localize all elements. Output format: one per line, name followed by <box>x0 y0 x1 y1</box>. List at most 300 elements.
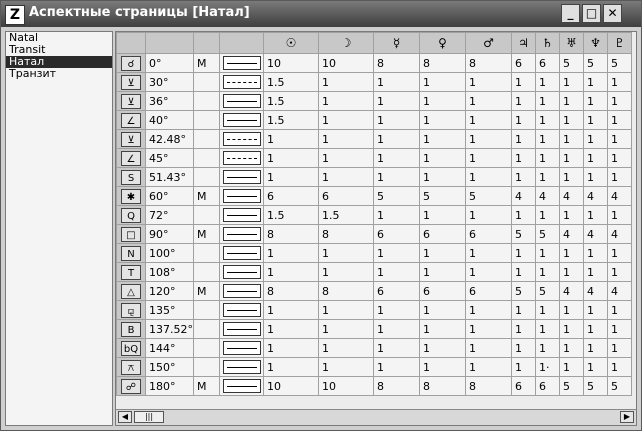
scroll-left-arrow-icon[interactable]: ◀ <box>118 411 132 423</box>
orb-cell[interactable]: 1 <box>466 301 512 320</box>
orb-cell[interactable]: 1 <box>319 149 374 168</box>
app-z-icon[interactable]: Z <box>5 5 25 25</box>
orb-cell[interactable]: 1 <box>374 358 420 377</box>
orb-cell[interactable]: 5 <box>608 377 632 396</box>
orb-cell[interactable]: 1 <box>264 244 319 263</box>
orb-cell[interactable]: 5 <box>512 282 536 301</box>
orb-cell[interactable]: 6 <box>512 377 536 396</box>
orb-cell[interactable]: 1 <box>466 244 512 263</box>
orb-cell[interactable]: 4 <box>560 187 584 206</box>
orb-cell[interactable]: 1 <box>319 73 374 92</box>
orb-cell[interactable]: 1 <box>560 168 584 187</box>
aspect-angle-cell[interactable]: 0° <box>146 54 194 73</box>
orb-cell[interactable]: 6 <box>420 225 466 244</box>
orb-cell[interactable]: 1 <box>536 206 560 225</box>
orb-cell[interactable]: 4 <box>512 187 536 206</box>
orb-cell[interactable]: 1.5 <box>319 206 374 225</box>
aspect-symbol-cell[interactable] <box>117 225 146 244</box>
aspect-major-cell[interactable] <box>194 130 220 149</box>
aspect-angle-cell[interactable]: 180° <box>146 377 194 396</box>
orb-cell[interactable]: 1 <box>536 244 560 263</box>
orb-cell[interactable]: 1 <box>374 339 420 358</box>
aspect-symbol-cell[interactable] <box>117 92 146 111</box>
orb-cell[interactable]: 1 <box>319 130 374 149</box>
orb-cell[interactable]: 4 <box>608 225 632 244</box>
aspect-line-style-cell[interactable] <box>220 149 264 168</box>
orb-cell[interactable]: 8 <box>374 377 420 396</box>
planet-header-icon[interactable]: ☿ <box>374 33 420 54</box>
aspect-line-style-cell[interactable] <box>220 130 264 149</box>
orb-cell[interactable]: 1 <box>319 263 374 282</box>
orb-cell[interactable]: 1 <box>319 301 374 320</box>
orb-cell[interactable]: 1 <box>560 92 584 111</box>
planet-header-icon[interactable]: ☽ <box>319 33 374 54</box>
orb-cell[interactable]: 1 <box>374 244 420 263</box>
orb-cell[interactable]: 6 <box>374 282 420 301</box>
aspect-line-style-cell[interactable] <box>220 111 264 130</box>
orb-cell[interactable]: 1 <box>466 320 512 339</box>
maximize-button[interactable]: □ <box>582 4 601 23</box>
aspect-symbol-cell[interactable] <box>117 244 146 263</box>
orb-cell[interactable]: 1.5 <box>264 73 319 92</box>
orb-cell[interactable]: 5 <box>584 377 608 396</box>
aspect-row[interactable] <box>117 111 632 130</box>
orb-cell[interactable]: 5 <box>560 377 584 396</box>
planet-header-icon[interactable]: ☉ <box>264 33 319 54</box>
aspect-angle-cell[interactable]: 42.48° <box>146 130 194 149</box>
orb-cell[interactable]: 8 <box>264 282 319 301</box>
aspect-line-style-cell[interactable] <box>220 320 264 339</box>
orb-cell[interactable]: 1 <box>608 301 632 320</box>
orb-cell[interactable]: 1 <box>420 130 466 149</box>
orb-cell[interactable]: 1 <box>264 130 319 149</box>
orb-cell[interactable]: 5 <box>420 187 466 206</box>
orb-cell[interactable]: 1 <box>608 320 632 339</box>
aspect-angle-cell[interactable]: 120° <box>146 282 194 301</box>
orb-cell[interactable]: 1 <box>319 244 374 263</box>
orb-cell[interactable]: 1 <box>536 320 560 339</box>
minimize-button[interactable]: _ <box>561 4 580 23</box>
orb-cell[interactable]: 1 <box>374 320 420 339</box>
orb-cell[interactable]: 5 <box>466 187 512 206</box>
aspect-line-style-cell[interactable] <box>220 263 264 282</box>
aspect-row[interactable] <box>117 263 632 282</box>
aspect-major-cell[interactable] <box>194 320 220 339</box>
orb-cell[interactable]: 1 <box>466 73 512 92</box>
orb-cell[interactable]: 1 <box>536 339 560 358</box>
orb-cell[interactable]: 1 <box>560 130 584 149</box>
orb-cell[interactable]: 1 <box>560 339 584 358</box>
orb-cell[interactable]: 1 <box>466 130 512 149</box>
aspect-row[interactable] <box>117 206 632 225</box>
pages-list[interactable] <box>5 31 113 426</box>
orb-cell[interactable]: 1 <box>608 73 632 92</box>
orb-cell[interactable]: 1 <box>608 339 632 358</box>
orb-cell[interactable]: 4 <box>536 187 560 206</box>
aspect-major-cell[interactable]: M <box>194 54 220 73</box>
orb-cell[interactable]: 1 <box>374 111 420 130</box>
aspect-angle-cell[interactable]: 45° <box>146 149 194 168</box>
aspect-row[interactable] <box>117 187 632 206</box>
aspect-symbol-cell[interactable] <box>117 301 146 320</box>
orb-cell[interactable]: 5 <box>608 54 632 73</box>
orb-cell[interactable]: 1 <box>584 320 608 339</box>
orb-cell[interactable]: 1 <box>512 339 536 358</box>
corner-header <box>117 33 146 54</box>
horizontal-scrollbar[interactable] <box>116 409 636 425</box>
orb-cell[interactable]: 1 <box>584 92 608 111</box>
orb-cell[interactable]: 1 <box>264 320 319 339</box>
aspect-symbol-cell[interactable] <box>117 282 146 301</box>
orb-cell[interactable]: 1 <box>560 358 584 377</box>
aspect-major-cell[interactable] <box>194 149 220 168</box>
orb-cell[interactable]: 1 <box>560 320 584 339</box>
planet-header-icon[interactable]: ♂ <box>466 33 512 54</box>
line-style-swatch <box>223 94 261 108</box>
orb-cell[interactable]: 1 <box>512 168 536 187</box>
orb-cell[interactable]: 1 <box>420 301 466 320</box>
page-list-item[interactable]: Transit <box>9 43 46 56</box>
aspect-line-style-cell[interactable] <box>220 282 264 301</box>
orb-cell[interactable]: 1 <box>466 168 512 187</box>
orb-cell[interactable]: 1 <box>264 339 319 358</box>
orb-cell[interactable]: 1 <box>560 111 584 130</box>
orb-cell[interactable]: 5 <box>536 282 560 301</box>
orb-cell[interactable]: 1 <box>512 130 536 149</box>
aspect-line-style-cell[interactable] <box>220 225 264 244</box>
orb-cell[interactable]: 8 <box>420 377 466 396</box>
aspect-angle-cell[interactable]: 144° <box>146 339 194 358</box>
orb-cell[interactable]: 1 <box>608 263 632 282</box>
orb-cell[interactable]: 1 <box>374 73 420 92</box>
orb-cell[interactable]: 8 <box>466 377 512 396</box>
orb-cell[interactable]: 10 <box>264 377 319 396</box>
aspect-major-cell[interactable] <box>194 168 220 187</box>
aspect-major-cell[interactable]: M <box>194 225 220 244</box>
title-bar[interactable] <box>1 1 641 27</box>
orb-cell[interactable]: 1 <box>536 263 560 282</box>
aspect-angle-cell[interactable]: 51.43° <box>146 168 194 187</box>
aspect-angle-cell[interactable]: 90° <box>146 225 194 244</box>
aspect-line-style-cell[interactable] <box>220 206 264 225</box>
orb-cell[interactable]: 1 <box>264 358 319 377</box>
aspect-line-style-cell[interactable] <box>220 244 264 263</box>
aspect-major-cell[interactable] <box>194 206 220 225</box>
aspect-symbol-cell[interactable] <box>117 111 146 130</box>
aspect-angle-cell[interactable]: 108° <box>146 263 194 282</box>
aspect-row[interactable] <box>117 149 632 168</box>
orb-cell[interactable]: 5 <box>560 54 584 73</box>
orb-cell[interactable]: 1 <box>584 244 608 263</box>
aspect-symbol-cell[interactable] <box>117 263 146 282</box>
orb-cell[interactable]: 1 <box>512 358 536 377</box>
orb-cell[interactable]: 1 <box>319 339 374 358</box>
orb-cell[interactable]: 1 <box>512 244 536 263</box>
orb-cell[interactable]: 1 <box>466 339 512 358</box>
aspect-major-cell[interactable] <box>194 111 220 130</box>
aspect-row[interactable] <box>117 168 632 187</box>
orb-cell[interactable]: 1 <box>560 263 584 282</box>
orb-cell[interactable]: 8 <box>374 54 420 73</box>
orb-cell[interactable]: 1 <box>512 206 536 225</box>
orb-cell[interactable]: 4 <box>608 282 632 301</box>
planet-header-icon[interactable]: ♃ <box>512 33 536 54</box>
orb-cell[interactable]: 6 <box>512 54 536 73</box>
aspect-row[interactable] <box>117 339 632 358</box>
aspect-major-cell[interactable] <box>194 92 220 111</box>
page-list-item[interactable]: Транзит <box>9 67 57 80</box>
orb-cell[interactable]: 1 <box>584 73 608 92</box>
aspect-line-style-cell[interactable] <box>220 168 264 187</box>
orb-cell[interactable]: 1 <box>560 206 584 225</box>
orb-cell[interactable]: 1 <box>420 92 466 111</box>
orb-cell[interactable]: 1 <box>466 358 512 377</box>
orb-cell[interactable]: 1 <box>536 149 560 168</box>
orb-cell[interactable]: 1 <box>374 206 420 225</box>
line-col-header[interactable] <box>220 33 264 54</box>
orb-cell[interactable]: 6 <box>420 282 466 301</box>
orb-cell[interactable]: 1 <box>584 206 608 225</box>
aspect-row[interactable] <box>117 73 632 92</box>
orb-cell[interactable]: 6 <box>264 187 319 206</box>
orb-cell[interactable]: 1 <box>608 149 632 168</box>
orb-cell[interactable]: 4 <box>584 225 608 244</box>
orb-cell[interactable]: 6 <box>319 187 374 206</box>
orb-cell[interactable]: 6 <box>466 282 512 301</box>
scroll-right-arrow-icon[interactable]: ▶ <box>620 411 634 423</box>
orb-cell[interactable]: 4 <box>584 282 608 301</box>
orb-cell[interactable]: 1 <box>512 111 536 130</box>
orb-cell[interactable]: 1 <box>560 149 584 168</box>
orb-cell[interactable]: 1 <box>420 339 466 358</box>
orb-cell[interactable]: 1 <box>466 111 512 130</box>
orb-cell[interactable]: 1· <box>536 358 560 377</box>
aspect-symbol-cell[interactable] <box>117 358 146 377</box>
angle-col-header[interactable] <box>146 33 194 54</box>
orb-cell[interactable]: 4 <box>584 187 608 206</box>
orb-cell[interactable]: 1 <box>374 130 420 149</box>
orb-cell[interactable]: 1 <box>560 244 584 263</box>
orb-cell[interactable]: 4 <box>560 225 584 244</box>
aspect-line-style-cell[interactable] <box>220 377 264 396</box>
orb-cell[interactable]: 1 <box>374 301 420 320</box>
scroll-thumb[interactable]: ||| <box>134 411 164 423</box>
aspect-major-cell[interactable] <box>194 301 220 320</box>
orb-cell[interactable]: 6 <box>374 225 420 244</box>
orb-cell[interactable]: 1 <box>584 130 608 149</box>
orb-cell[interactable]: 1 <box>420 149 466 168</box>
aspect-line-style-cell[interactable] <box>220 92 264 111</box>
aspect-angle-cell[interactable]: 40° <box>146 111 194 130</box>
orb-cell[interactable]: 1 <box>512 149 536 168</box>
orb-cell[interactable]: 1 <box>536 168 560 187</box>
planet-header-icon[interactable]: ♀ <box>420 33 466 54</box>
orb-cell[interactable]: 1 <box>608 130 632 149</box>
orb-cell[interactable]: 8 <box>420 54 466 73</box>
orb-cell[interactable]: 1 <box>584 358 608 377</box>
planet-header-icon[interactable]: ♄ <box>536 33 560 54</box>
orb-cell[interactable]: 1 <box>608 92 632 111</box>
orb-cell[interactable]: 1 <box>584 149 608 168</box>
orb-cell[interactable]: 1 <box>536 92 560 111</box>
aspect-angle-cell[interactable]: 137.52° <box>146 320 194 339</box>
orb-cell[interactable]: 1 <box>420 168 466 187</box>
orb-cell[interactable]: 1 <box>264 263 319 282</box>
orb-cell[interactable]: 1 <box>420 320 466 339</box>
aspect-symbol-cell[interactable] <box>117 149 146 168</box>
aspect-angle-cell[interactable]: 36° <box>146 92 194 111</box>
orb-cell[interactable]: 1 <box>420 111 466 130</box>
planet-header-icon[interactable]: ♅ <box>560 33 584 54</box>
aspect-angle-cell[interactable]: 72° <box>146 206 194 225</box>
major-col-header[interactable] <box>194 33 220 54</box>
orb-cell[interactable]: 1 <box>420 206 466 225</box>
orb-cell[interactable]: 1 <box>264 149 319 168</box>
aspect-symbol-cell[interactable] <box>117 320 146 339</box>
orb-cell[interactable]: 1 <box>608 168 632 187</box>
aspect-major-cell[interactable]: M <box>194 187 220 206</box>
orb-cell[interactable]: 1 <box>319 168 374 187</box>
orb-cell[interactable]: 1 <box>512 301 536 320</box>
orb-cell[interactable]: 1 <box>374 168 420 187</box>
planet-header-icon[interactable]: ♇ <box>608 33 632 54</box>
aspect-symbol-cell[interactable] <box>117 54 146 73</box>
orb-cell[interactable]: 1 <box>584 301 608 320</box>
orb-cell[interactable]: 1 <box>420 263 466 282</box>
aspect-symbol-cell[interactable] <box>117 339 146 358</box>
orb-cell[interactable]: 1 <box>536 130 560 149</box>
orb-cell[interactable]: 1 <box>608 111 632 130</box>
orb-cell[interactable]: 1 <box>319 320 374 339</box>
orb-cell[interactable]: 1 <box>512 320 536 339</box>
aspect-row[interactable] <box>117 92 632 111</box>
aspect-line-style-cell[interactable] <box>220 187 264 206</box>
orb-cell[interactable]: 1 <box>264 301 319 320</box>
aspect-row[interactable] <box>117 225 632 244</box>
orb-cell[interactable]: 1 <box>584 168 608 187</box>
orb-cell[interactable]: 1 <box>420 73 466 92</box>
orb-cell[interactable]: 1 <box>374 92 420 111</box>
orb-cell[interactable]: 6 <box>536 377 560 396</box>
orb-cell[interactable]: 8 <box>319 282 374 301</box>
close-button[interactable]: ✕ <box>603 4 622 23</box>
aspect-major-cell[interactable]: M <box>194 377 220 396</box>
page-list-item[interactable]: Natal <box>9 31 39 44</box>
orb-cell[interactable]: 1 <box>466 206 512 225</box>
orb-cell[interactable]: 5 <box>512 225 536 244</box>
orb-cell[interactable]: 1 <box>512 263 536 282</box>
aspect-angle-cell[interactable]: 135° <box>146 301 194 320</box>
aspect-angle-cell[interactable]: 60° <box>146 187 194 206</box>
aspect-symbol-cell[interactable] <box>117 206 146 225</box>
aspect-major-cell[interactable]: M <box>194 282 220 301</box>
aspect-line-style-cell[interactable] <box>220 54 264 73</box>
orb-cell[interactable]: 1 <box>319 92 374 111</box>
orb-cell[interactable]: 1.5 <box>264 92 319 111</box>
orb-cell[interactable]: 10 <box>319 54 374 73</box>
orb-cell[interactable]: 10 <box>264 54 319 73</box>
orb-cell[interactable]: 1 <box>560 73 584 92</box>
orb-cell[interactable]: 8 <box>319 225 374 244</box>
page-list-item[interactable]: Натал <box>6 56 112 68</box>
aspect-row[interactable] <box>117 130 632 149</box>
orb-cell[interactable]: 1 <box>536 111 560 130</box>
aspect-line-style-cell[interactable] <box>220 301 264 320</box>
orb-cell[interactable]: 1 <box>584 339 608 358</box>
orb-cell[interactable]: 1 <box>608 206 632 225</box>
aspect-row[interactable] <box>117 301 632 320</box>
orb-cell[interactable]: 4 <box>560 282 584 301</box>
aspect-symbol-cell[interactable] <box>117 168 146 187</box>
orb-cell[interactable]: 1 <box>536 301 560 320</box>
orb-cell[interactable]: 1 <box>512 92 536 111</box>
orb-cell[interactable]: 1 <box>374 149 420 168</box>
orb-cell[interactable]: 1.5 <box>264 206 319 225</box>
orb-cell[interactable]: 6 <box>536 54 560 73</box>
aspect-major-cell[interactable] <box>194 73 220 92</box>
orb-cell[interactable]: 1 <box>584 263 608 282</box>
orb-cell[interactable]: 8 <box>264 225 319 244</box>
aspect-angle-cell[interactable]: 30° <box>146 73 194 92</box>
orb-cell[interactable]: 10 <box>319 377 374 396</box>
aspect-symbol-cell[interactable] <box>117 187 146 206</box>
orb-cell[interactable]: 1 <box>536 73 560 92</box>
aspect-symbol-cell[interactable] <box>117 377 146 396</box>
aspect-line-style-cell[interactable] <box>220 358 264 377</box>
aspect-major-cell[interactable] <box>194 358 220 377</box>
orb-cell[interactable]: 4 <box>608 187 632 206</box>
aspect-major-cell[interactable] <box>194 339 220 358</box>
aspect-line-style-cell[interactable] <box>220 73 264 92</box>
aspect-row[interactable] <box>117 282 632 301</box>
orb-cell[interactable]: 5 <box>374 187 420 206</box>
orb-cell[interactable]: 1 <box>466 92 512 111</box>
aspect-major-cell[interactable] <box>194 244 220 263</box>
aspect-row[interactable] <box>117 358 632 377</box>
aspect-line-style-cell[interactable] <box>220 339 264 358</box>
orb-cell[interactable]: 8 <box>466 54 512 73</box>
orb-cell[interactable]: 1 <box>466 263 512 282</box>
aspect-symbol-cell[interactable] <box>117 130 146 149</box>
orb-cell[interactable]: 1 <box>466 149 512 168</box>
orb-cell[interactable]: 1 <box>420 244 466 263</box>
aspect-major-cell[interactable] <box>194 263 220 282</box>
orb-cell[interactable]: 1 <box>319 358 374 377</box>
aspect-row[interactable] <box>117 54 632 73</box>
orb-cell[interactable]: 5 <box>536 225 560 244</box>
orb-cell[interactable]: 5 <box>584 54 608 73</box>
orb-cell[interactable]: 1 <box>264 168 319 187</box>
orb-cell[interactable]: 1 <box>319 111 374 130</box>
line-style-swatch <box>223 189 261 203</box>
orb-cell[interactable]: 1 <box>608 244 632 263</box>
orb-cell[interactable]: 1 <box>608 358 632 377</box>
orb-cell[interactable]: 1.5 <box>264 111 319 130</box>
aspect-row[interactable] <box>117 244 632 263</box>
aspect-row[interactable] <box>117 377 632 396</box>
orb-cell[interactable]: 1 <box>512 73 536 92</box>
aspect-symbol-cell[interactable] <box>117 73 146 92</box>
aspect-row[interactable] <box>117 320 632 339</box>
aspect-angle-cell[interactable]: 150° <box>146 358 194 377</box>
orb-cell[interactable]: 1 <box>560 301 584 320</box>
orb-cell[interactable]: 6 <box>466 225 512 244</box>
aspect-angle-cell[interactable]: 100° <box>146 244 194 263</box>
orb-cell[interactable]: 1 <box>374 263 420 282</box>
planet-header-icon[interactable]: ♆ <box>584 33 608 54</box>
orb-cell[interactable]: 1 <box>420 358 466 377</box>
orb-cell[interactable]: 1 <box>584 111 608 130</box>
